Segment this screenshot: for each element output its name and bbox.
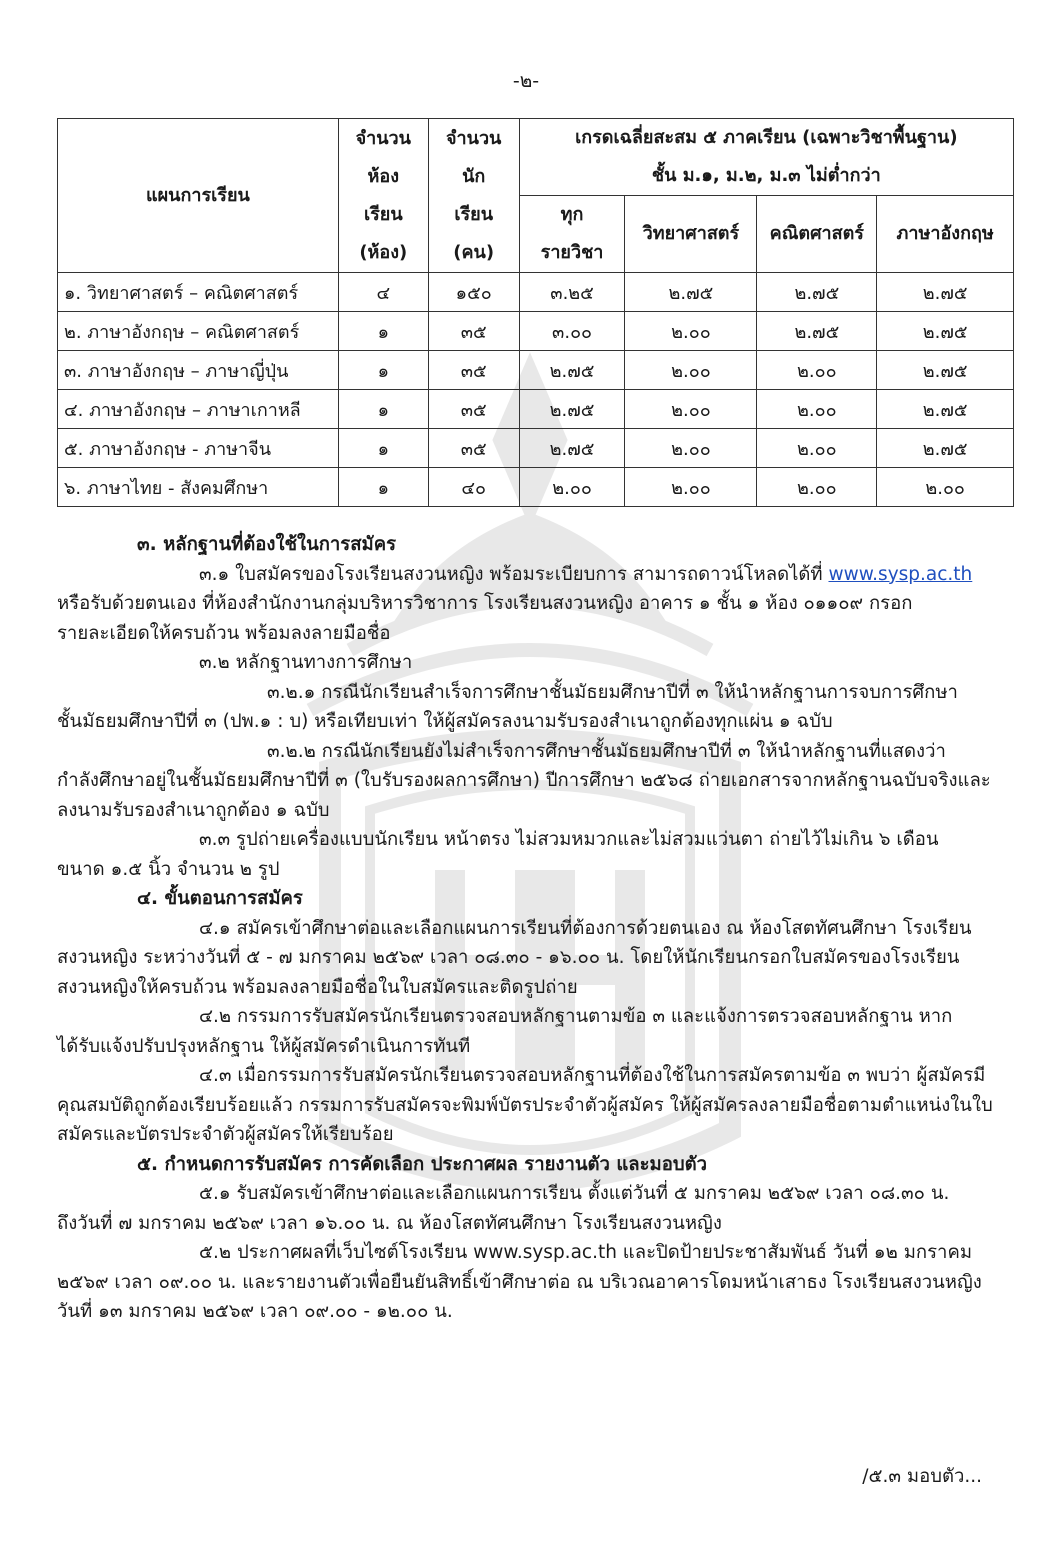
study-plan-table — [57, 118, 1014, 507]
cell-english: ๒.๗๕ — [877, 390, 1014, 429]
section-4-heading: ๔. ขั้นตอนการสมัคร — [137, 888, 303, 909]
section-5-heading: ๕. กำหนดการรับสมัคร การคัดเลือก ประกาศผล รายงานตัว และมอบตัว — [137, 1153, 707, 1175]
text-line: กำลังศึกษาอยู่ในชั้นมัธยมศึกษาปีที่ ๓ (ใบรับรองผลการศึกษา) ปีการศึกษา ๒๕๖๘ ถ่ายเอกสารจากหลักฐานฉบับจริงและ — [57, 770, 991, 791]
cell-all: ๒.๗๕ — [519, 390, 625, 429]
header-all-subjects: ทุก รายวิชา — [519, 196, 625, 273]
cell-science: ๒.๐๐ — [625, 351, 757, 390]
document-body — [57, 530, 1017, 1327]
cell-plan: ๑. วิทยาศาสตร์ – คณิตศาสตร์ — [58, 273, 339, 312]
table-row — [58, 468, 1014, 507]
cell-rooms: ๑ — [338, 312, 428, 351]
cell-rooms: ๑ — [338, 390, 428, 429]
text-line: ลงนามรับรองสำเนาถูกต้อง ๑ ฉบับ — [57, 799, 330, 821]
cell-plan: ๕. ภาษาอังกฤษ - ภาษาจีน — [58, 429, 339, 468]
item-5-1: ๕.๑ รับสมัครเข้าศึกษาต่อและเลือกแผนการเรียน ตั้งแต่วันที่ ๕ มกราคม ๒๕๖๙ เวลา ๐๘.๓๐ น. — [199, 1183, 950, 1204]
cell-rooms: ๑ — [338, 429, 428, 468]
text-line: สงวนหญิง ระหว่างวันที่ ๕ - ๗ มกราคม ๒๕๖๙ เวลา ๐๘.๓๐ - ๑๖.๐๐ น. โดยให้นักเรียนกรอกใบสมัครของโรงเรียน — [57, 947, 960, 968]
item-4-2: ๔.๒ กรรมการรับสมัครนักเรียนตรวจสอบหลักฐานตามข้อ ๓ และแจ้งการตรวจสอบหลักฐาน หาก — [199, 1006, 953, 1027]
item-4-3: ๔.๓ เมื่อกรรมการรับสมัครนักเรียนตรวจสอบหลักฐานที่ต้องใช้ในการสมัครตามข้อ ๓ พบว่า ผู้สมัครมี — [199, 1065, 986, 1086]
cell-english: ๒.๗๕ — [877, 312, 1014, 351]
next-page-reference: /๕.๓ มอบตัว... — [862, 1466, 982, 1487]
cell-science: ๒.๐๐ — [625, 429, 757, 468]
text-line: ถึงวันที่ ๗ มกราคม ๒๕๖๙ เวลา ๑๖.๐๐ น. ณ ห้องโสตทัศนศึกษา โรงเรียนสงวนหญิง — [57, 1212, 722, 1234]
page-number: -๒- — [512, 70, 540, 92]
cell-english: ๒.๐๐ — [877, 468, 1014, 507]
section-3-heading: ๓. หลักฐานที่ต้องใช้ในการสมัคร — [137, 534, 397, 555]
cell-english: ๒.๗๕ — [877, 429, 1014, 468]
item-3-2-2: ๓.๒.๒ กรณีนักเรียนยังไม่สำเร็จการศึกษาชั้นมัธยมศึกษาปีที่ ๓ ให้นำหลักฐานที่แสดงว่า — [267, 740, 946, 762]
cell-science: ๒.๐๐ — [625, 468, 757, 507]
cell-all: ๒.๐๐ — [519, 468, 625, 507]
cell-math: ๒.๐๐ — [757, 429, 877, 468]
item-3-3: ๓.๓ รูปถ่ายเครื่องแบบนักเรียน หน้าตรง ไม่สวมหมวกและไม่สวมแว่นตา ถ่ายไว้ไม่เกิน ๖ เดือน — [199, 829, 939, 850]
cell-plan: ๔. ภาษาอังกฤษ – ภาษาเกาหลี — [58, 390, 339, 429]
text-line: ชั้นมัธยมศึกษาปีที่ ๓ (ปพ.๑ : บ) หรือเทียบเท่า ให้ผู้สมัครลงนามรับรองสำเนาถูกต้องทุกแผ่น ๑ ฉบับ — [57, 711, 833, 732]
text-line: สมัครและบัตรประจำตัวผู้สมัครให้เรียบร้อย — [57, 1124, 394, 1145]
header-english: ภาษาอังกฤษ — [877, 196, 1014, 273]
header-science: วิทยาศาสตร์ — [625, 196, 757, 273]
cell-students: ๔๐ — [428, 468, 519, 507]
table-row — [58, 390, 1014, 429]
item-5-2: ๕.๒ ประกาศผลที่เว็บไซต์โรงเรียน www.sysp.ac.th และปิดป้ายประชาสัมพันธ์ วันที่ ๑๒ มกราคม — [199, 1242, 973, 1263]
cell-math: ๒.๐๐ — [757, 390, 877, 429]
cell-plan: ๖. ภาษาไทย - สังคมศึกษา — [58, 468, 339, 507]
item-3-1: ๓.๑ ใบสมัครของโรงเรียนสงวนหญิง พร้อมระเบียบการ สามารถดาวน์โหลดได้ที่ www.sysp.ac.th — [199, 563, 973, 585]
item-3-2-1: ๓.๒.๑ กรณีนักเรียนสำเร็จการศึกษาชั้นมัธยมศึกษาปีที่ ๓ ให้นำหลักฐานการจบการศึกษา — [267, 681, 958, 703]
cell-english: ๒.๗๕ — [877, 273, 1014, 312]
header-plan: แผนการเรียน — [58, 119, 339, 273]
cell-math: ๒.๐๐ — [757, 468, 877, 507]
text-line: คุณสมบัติถูกต้องเรียบร้อยแล้ว กรรมการรับสมัครจะพิมพ์บัตรประจำตัวผู้สมัคร ให้ผู้สมัครลงลายมือชื่อตามตำแหน่งในใบ — [57, 1094, 993, 1116]
item-4-1: ๔.๑ สมัครเข้าศึกษาต่อและเลือกแผนการเรียนที่ต้องการด้วยตนเอง ณ ห้องโสตทัศนศึกษา โรงเรียน — [199, 917, 972, 939]
cell-english: ๒.๗๕ — [877, 351, 1014, 390]
table-row — [58, 273, 1014, 312]
text-line: วันที่ ๑๓ มกราคม ๒๕๖๙ เวลา ๐๙.๐๐ - ๑๒.๐๐ น. — [57, 1301, 453, 1322]
cell-students: ๓๕ — [428, 429, 519, 468]
header-math: คณิตศาสตร์ — [757, 196, 877, 273]
cell-math: ๒.๐๐ — [757, 351, 877, 390]
header-rooms: จำนวน ห้อง เรียน (ห้อง) — [338, 119, 428, 273]
cell-all: ๒.๗๕ — [519, 429, 625, 468]
text-line: รายละเอียดให้ครบถ้วน พร้อมลงลายมือชื่อ — [57, 622, 391, 644]
table-row — [58, 351, 1014, 390]
cell-students: ๑๕๐ — [428, 273, 519, 312]
cell-all: ๒.๗๕ — [519, 351, 625, 390]
text-line: ๒๕๖๙ เวลา ๐๙.๐๐ น. และรายงานตัวเพื่อยืนยันสิทธิ์เข้าศึกษาต่อ ณ บริเวณอาคารโดมหน้าเสาธง โรงเรียนสงวนหญิง — [57, 1271, 982, 1293]
cell-math: ๒.๗๕ — [757, 273, 877, 312]
table-row — [58, 429, 1014, 468]
cell-students: ๓๕ — [428, 390, 519, 429]
cell-rooms: ๑ — [338, 468, 428, 507]
text-line: ได้รับแจ้งปรับปรุงหลักฐาน ให้ผู้สมัครดำเนินการทันที — [57, 1035, 471, 1057]
cell-rooms: ๔ — [338, 273, 428, 312]
cell-science: ๒.๐๐ — [625, 390, 757, 429]
text-line: หรือรับด้วยตนเอง ที่ห้องสำนักงานกลุ่มบริหารวิชาการ โรงเรียนสงวนหญิง อาคาร ๑ ชั้น ๑ ห้อง ๐๑๑๐๙ กรอก — [57, 593, 913, 614]
cell-students: ๓๕ — [428, 312, 519, 351]
cell-rooms: ๑ — [338, 351, 428, 390]
cell-science: ๒.๐๐ — [625, 312, 757, 351]
cell-plan: ๓. ภาษาอังกฤษ – ภาษาญี่ปุ่น — [58, 351, 339, 390]
header-gpa: เกรดเฉลี่ยสะสม ๕ ภาคเรียน (เฉพาะวิชาพื้นฐาน) ชั้น ม.๑, ม.๒, ม.๓ ไม่ต่ำกว่า — [519, 119, 1013, 196]
cell-plan: ๒. ภาษาอังกฤษ – คณิตศาสตร์ — [58, 312, 339, 351]
table-row — [58, 312, 1014, 351]
text-line: ขนาด ๑.๕ นิ้ว จำนวน ๒ รูป — [57, 858, 280, 880]
cell-science: ๒.๗๕ — [625, 273, 757, 312]
website-link[interactable]: www.sysp.ac.th — [828, 563, 973, 585]
cell-all: ๓.๒๕ — [519, 273, 625, 312]
cell-students: ๓๕ — [428, 351, 519, 390]
cell-math: ๒.๗๕ — [757, 312, 877, 351]
text-line: สงวนหญิงให้ครบถ้วน พร้อมลงลายมือชื่อในใบสมัครและติดรูปถ่าย — [57, 976, 578, 998]
cell-all: ๓.๐๐ — [519, 312, 625, 351]
header-students: จำนวน นัก เรียน (คน) — [428, 119, 519, 273]
item-3-2: ๓.๒ หลักฐานทางการศึกษา — [199, 652, 413, 673]
